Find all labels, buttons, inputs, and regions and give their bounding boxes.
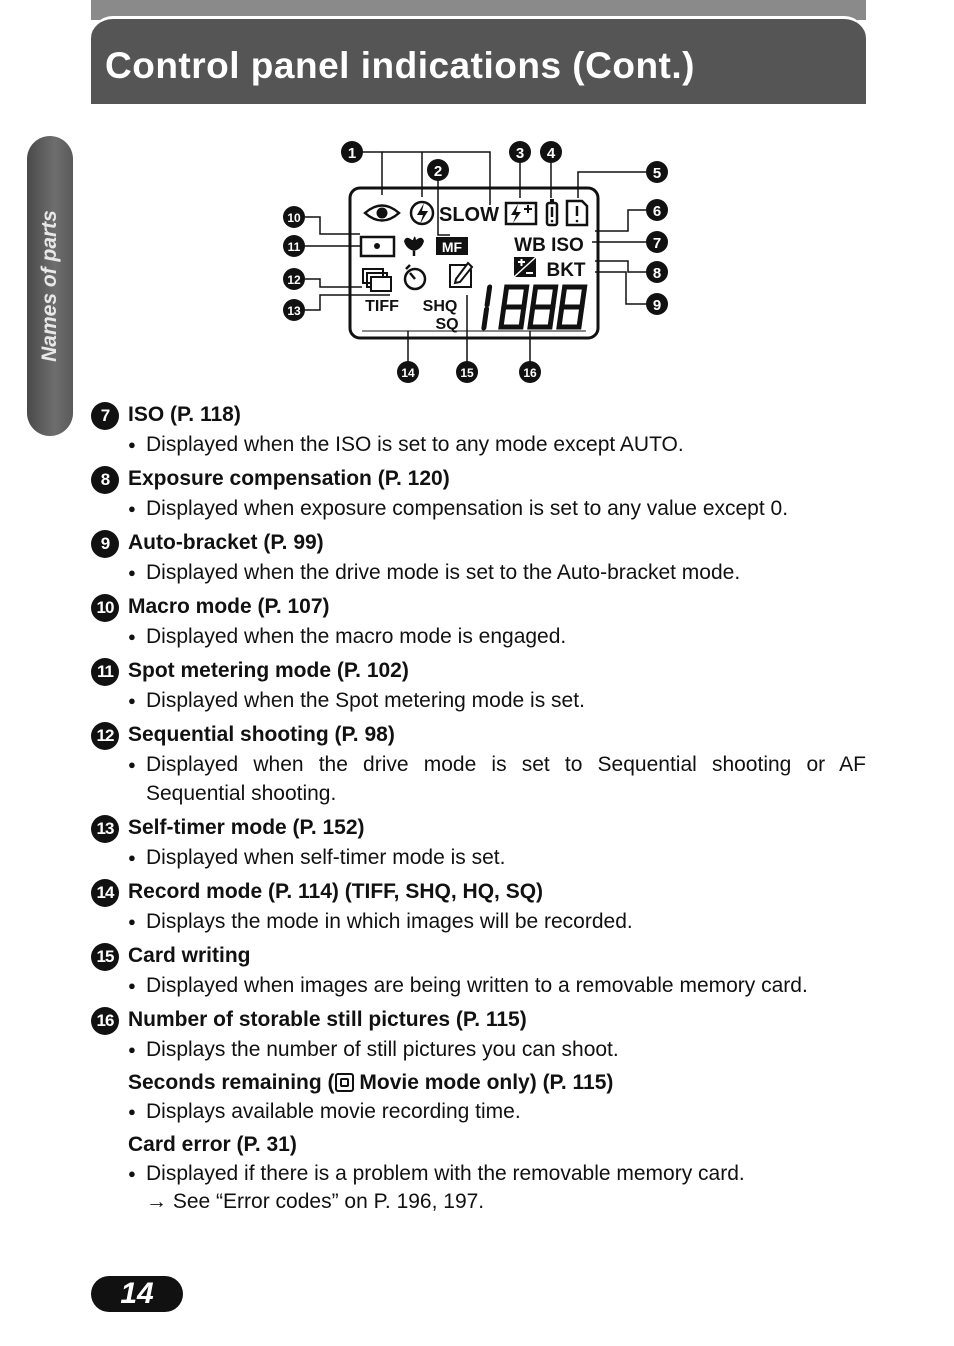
item-card-writing [91,941,866,1000]
item-exposure-compensation [91,464,866,523]
item-description: ● Displays the number of still pictures you can shoot. [91,1035,866,1064]
item-description: ● Displayed when the drive mode is set to the Auto-bracket mode. [91,558,866,587]
item-title: Spot metering mode (P. 102) [128,659,409,682]
lcd-bkt-text: BKT [546,260,586,281]
item-title: Macro mode (P. 107) [128,595,330,618]
battery-icon [547,199,557,225]
item-description: ● Displayed when the macro mode is engaged. [91,622,866,651]
item-title: Card writing [128,944,251,967]
card-alert-icon [567,201,587,225]
self-timer-icon [405,265,425,289]
callout-9-label: 9 [652,297,662,314]
manual-focus-icon [436,237,468,255]
item-description: ● Displayed when the ISO is set to any mode except AUTO. [91,430,866,459]
item-description: ● Displayed when the drive mode is set to Sequential shooting or AF Sequential shooting. [91,750,866,808]
lcd-slow-text: SLOW [439,204,499,226]
seven-segment-counter [484,287,585,328]
item-sequential-shooting [91,720,866,808]
item-number-badge: 8 [91,466,119,494]
item-spot-metering [91,656,866,715]
item-number-badge: 9 [91,530,119,558]
red-eye-icon [365,206,399,221]
item-description: ● Displays the mode in which images will be recorded. [91,907,866,936]
item-number-badge: 11 [91,658,119,686]
item-title: Record mode (P. 114) (TIFF, SHQ, HQ, SQ) [128,880,544,903]
item-title: Self-timer mode (P. 152) [128,816,365,839]
movie-mode-icon [335,1073,354,1092]
item-description: ● Displayed when exposure compensation is set to any value except 0. [91,494,866,523]
arrow-right-icon: → [146,1190,173,1213]
sub-item-description: ● Displays available movie recording time. [91,1097,866,1126]
callout-12-label: 12 [287,273,301,287]
sub-item-card-error [91,1130,866,1216]
section-side-tab-label: Names of parts [38,210,61,362]
callout-6-label: 6 [652,203,662,220]
item-title: ISO (P. 118) [128,403,241,426]
sub-item-see-reference: → See “Error codes” on P. 196, 197. [146,1190,485,1213]
callout-markers [283,141,668,383]
lcd-sq-text: SQ [435,316,459,333]
callout-11-label: 11 [287,240,301,254]
callout-13-label: 13 [287,304,301,318]
item-macro-mode [91,592,866,651]
callout-1-label: 1 [347,145,357,162]
item-title: Sequential shooting (P. 98) [128,723,395,746]
page-number: 14 [91,1276,183,1312]
card-writing-icon [450,263,472,287]
lcd-wb-iso-text: WB ISO [514,235,584,256]
item-iso [91,400,866,459]
item-number-badge: 13 [91,815,119,843]
callout-5-label: 5 [652,165,662,182]
sub-item-title: Seconds remaining ( Movie mode only) (P. 115) [128,1071,614,1094]
callout-7-label: 7 [652,235,662,252]
item-number-badge: 12 [91,722,119,750]
callout-3-label: 3 [515,145,525,162]
lcd-tiff-text: TIFF [365,298,399,315]
flash-compensation-icon [506,203,536,224]
sequential-shooting-icon [363,269,391,291]
item-record-mode [91,877,866,936]
page-header [91,16,866,104]
item-title: Auto-bracket (P. 99) [128,531,324,554]
callout-15-label: 15 [460,366,474,380]
sub-item-description: ● Displayed if there is a problem with the removable memory card. [91,1159,866,1188]
lcd-mf-text: MF [441,239,463,255]
callout-2-label: 2 [433,163,443,180]
indication-list [91,400,866,1221]
control-panel-diagram [270,135,690,390]
callout-14-label: 14 [401,366,415,380]
item-title: Number of storable still pictures (P. 115) [128,1008,527,1031]
lcd-shq-text: SHQ [422,298,458,315]
item-number-badge: 16 [91,1007,119,1035]
callout-8-label: 8 [652,265,662,282]
callout-4-label: 4 [546,145,556,162]
item-number-badge: 7 [91,402,119,430]
callout-10-label: 10 [287,211,301,225]
flash-off-icon [411,202,433,224]
lcd-diagram-svg [270,135,690,390]
callout-16-label: 16 [523,366,537,380]
spot-metering-icon [361,237,394,256]
item-auto-bracket [91,528,866,587]
macro-icon [404,237,424,257]
item-description: ● Displayed when images are being written to a removable memory card. [91,971,866,1000]
item-description: ● Displayed when the Spot metering mode is set. [91,686,866,715]
item-storable-pictures [91,1005,866,1216]
item-number-badge: 10 [91,594,119,622]
exposure-compensation-icon [514,257,536,277]
item-number-badge: 15 [91,943,119,971]
item-self-timer [91,813,866,872]
sub-item-seconds-remaining [91,1068,866,1126]
sub-item-title: Card error (P. 31) [128,1133,297,1156]
page-title: Control panel indications (Cont.) [105,45,695,86]
section-side-tab [27,136,73,436]
item-description: ● Displayed when self-timer mode is set. [91,843,866,872]
item-title: Exposure compensation (P. 120) [128,467,450,490]
item-number-badge: 14 [91,879,119,907]
